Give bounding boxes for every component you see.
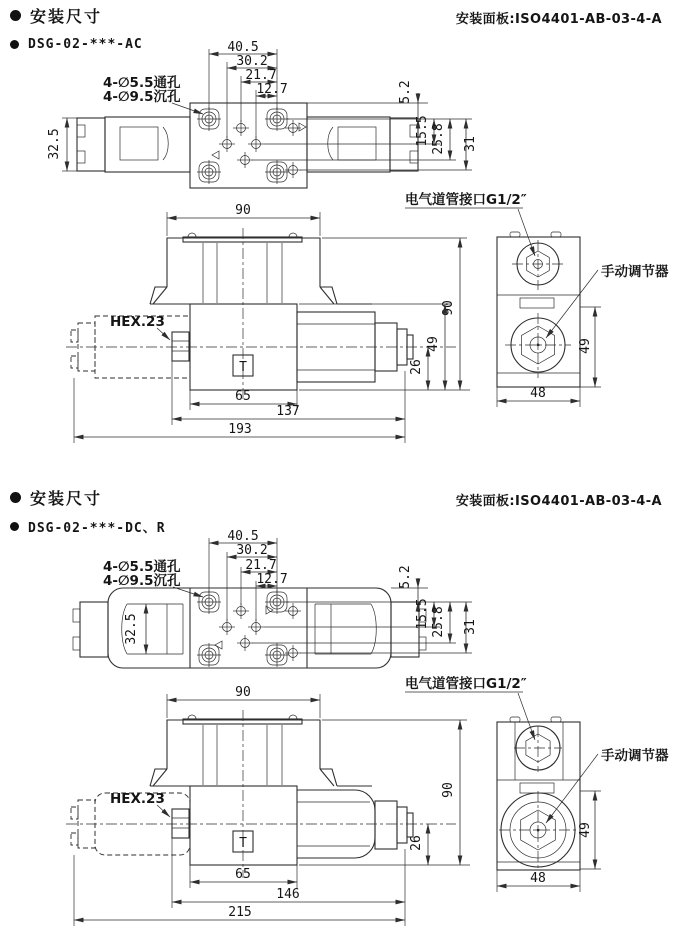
- label-counterbore-holes: 4-∅9.5沉孔: [103, 573, 181, 589]
- flow-triangle-icon: [299, 123, 306, 131]
- section1-title: 安装尺寸: [30, 7, 103, 26]
- section1-panel-spec: 安装面板:ISO4401-AB-03-4-A: [455, 12, 662, 27]
- label-conduit-port: 电气道管接口G1/2″: [405, 192, 527, 208]
- dim-front-137: 137: [276, 404, 300, 419]
- port-t-symbol: T: [239, 836, 247, 851]
- dim-front-215: 215: [228, 905, 252, 920]
- dim-25-8: 25.8: [431, 123, 446, 155]
- dim-side-48: 48: [530, 871, 546, 886]
- dim-12-7: 12.7: [256, 82, 288, 97]
- side-view-dc: [497, 717, 580, 870]
- side-view-dimensions-ac: [405, 191, 669, 407]
- dim-21-7: 21.7: [245, 558, 277, 573]
- top-view-dimensions-dc: [103, 529, 478, 654]
- dim-31: 31: [463, 136, 478, 152]
- dim-5-2: 5.2: [398, 565, 413, 589]
- label-manual-adjuster: 手动调节器: [601, 264, 669, 280]
- dim-40-5: 40.5: [227, 529, 259, 544]
- dim-front-26: 26: [409, 359, 424, 375]
- section1-model: DSG-02-***-AC: [28, 37, 143, 52]
- dim-side-49: 49: [578, 822, 593, 838]
- dim-front-90h: 90: [441, 300, 456, 316]
- dim-side-48: 48: [530, 386, 546, 401]
- dim-15-5: 15.5: [415, 598, 430, 630]
- dim-30-2: 30.2: [236, 543, 268, 558]
- section2-title: 安装尺寸: [30, 489, 103, 508]
- dim-25-8: 25.8: [431, 606, 446, 638]
- top-view-ac: [77, 103, 418, 188]
- label-counterbore-holes: 4-∅9.5沉孔: [103, 89, 181, 105]
- dim-21-7: 21.7: [245, 68, 277, 83]
- dim-front-90w: 90: [235, 685, 251, 700]
- dim-front-65: 65: [235, 389, 251, 404]
- dim-front-49: 49: [426, 336, 441, 352]
- top-view-dimensions-ac: [47, 40, 478, 171]
- label-conduit-port: 电气道管接口G1/2″: [405, 676, 527, 692]
- dim-31: 31: [463, 619, 478, 635]
- dim-front-26: 26: [409, 835, 424, 851]
- label-manual-adjuster: 手动调节器: [601, 748, 669, 764]
- label-through-holes: 4-∅5.5通孔: [103, 559, 181, 575]
- dim-front-193: 193: [228, 422, 252, 437]
- dim-front-146: 146: [276, 887, 300, 902]
- label-through-holes: 4-∅5.5通孔: [103, 75, 181, 91]
- dim-front-90h: 90: [441, 782, 456, 798]
- dim-32-5: 32.5: [47, 128, 62, 160]
- flow-triangle-icon: [212, 151, 219, 159]
- label-hex23: HEX.23: [110, 314, 165, 330]
- dim-40-5: 40.5: [227, 40, 259, 55]
- front-view-dimensions-ac: [74, 203, 470, 443]
- dim-5-2: 5.2: [398, 80, 413, 104]
- dim-15-5: 15.5: [415, 115, 430, 147]
- dim-front-65: 65: [235, 867, 251, 882]
- section2-panel-spec: 安装面板:ISO4401-AB-03-4-A: [455, 494, 662, 509]
- dim-32-5: 32.5: [124, 613, 139, 645]
- dim-side-49: 49: [578, 338, 593, 354]
- dim-30-2: 30.2: [236, 54, 268, 69]
- port-t-symbol: T: [239, 360, 247, 375]
- label-hex23: HEX.23: [110, 791, 165, 807]
- front-view-dimensions-dc: [74, 685, 470, 926]
- section2-model: DSG-02-***-DC、R: [28, 521, 166, 536]
- dim-12-7: 12.7: [256, 572, 288, 587]
- drawing-dc: [0, 478, 700, 941]
- dim-front-90w: 90: [235, 203, 251, 218]
